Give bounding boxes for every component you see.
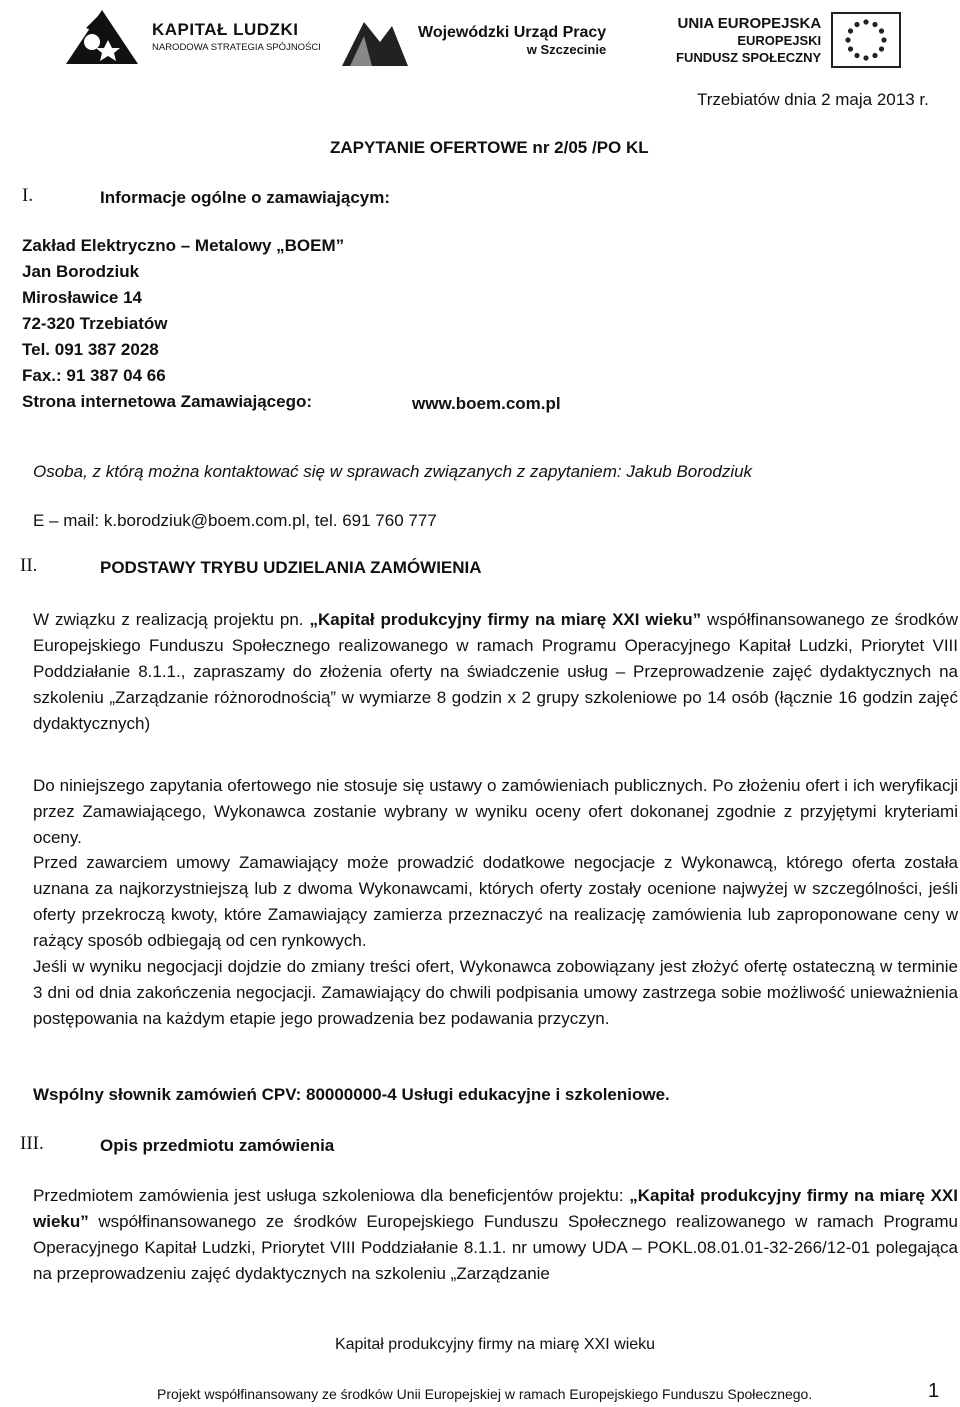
section-3-p1-intro: Przedmiotem zamówienia jest usługa szkoleniowa dla beneficjentów projektu: bbox=[33, 1186, 630, 1205]
section-2-number: II. bbox=[20, 555, 38, 576]
project-name: „Kapitał produkcyjny firmy na miarę XXI wieku” bbox=[309, 610, 702, 629]
section-2-paragraph-3: Przed zawarciem umowy Zamawiający może prowadzić dodatkowe negocjacje z Wykonawcą, którego oferta została uznana za najkorzystniejszą lub z dwoma Wykonawcami, których oferty zostały ocenione najwyżej w szczególności, jeśli oferty przekroczą kwoty, które Zamawiający zamierza przeznaczyć na realizację zamówienia lub zaproponowane ceny w rażący sposób odbiegają od cen rynkowych. bbox=[33, 853, 958, 950]
section-3-number: III. bbox=[20, 1133, 44, 1154]
section-1-number: I. bbox=[22, 185, 34, 206]
section-2-p1-intro: W związku z realizacją projektu pn. bbox=[33, 610, 310, 629]
contact-email-phone: E – mail: k.borodziuk@boem.com.pl, tel. 691 760 777 bbox=[33, 511, 437, 530]
section-3-paragraph-1 bbox=[33, 1183, 958, 1287]
section-3-heading: Opis przedmiotu zamówienia bbox=[100, 1136, 335, 1155]
wup-emblem-icon bbox=[340, 12, 410, 68]
eu-subtitle-1: EUROPEJSKI bbox=[737, 32, 822, 48]
document-date: Trzebiatów dnia 2 maja 2013 r. bbox=[697, 90, 929, 109]
website-link[interactable]: www.boem.com.pl bbox=[412, 394, 561, 413]
wup-title: Wojewódzki Urząd Pracy bbox=[418, 23, 607, 41]
cpv-code: Wspólny słownik zamówień CPV: 80000000-4 Usługi edukacyjne i szkoleniowe. bbox=[33, 1085, 670, 1104]
section-2-p1-rest: współfinansowanego ze środków Europejskiego Funduszu Społecznego realizowanego w ramach Programu Operacyjnego Kapitał Ludzki, Priorytet VIII Poddziałanie 8.1.1., zapraszamy do złożenia oferty na świadczenie usług – Przeprowadzenie zajęć dydaktycznych na szkoleniu „Zarządzanie różnorodnością” w wymiarze 8 godzin x 2 grupy szkoleniowe po 14 osób (łącznie 16 godzin zajęć dydaktycznych) bbox=[33, 610, 958, 733]
company-fax: Fax.: 91 387 04 66 bbox=[22, 366, 166, 385]
section-2-heading: PODSTAWY TRYBU UDZIELANIA ZAMÓWIENIA bbox=[100, 558, 482, 577]
eu-subtitle-2: FUNDUSZ SPOŁECZNY bbox=[676, 49, 822, 65]
company-phone: Tel. 091 387 2028 bbox=[22, 340, 159, 359]
company-street: Mirosławice 14 bbox=[22, 288, 143, 307]
wup-subtitle: w Szczecinie bbox=[526, 41, 607, 57]
footer-cofinancing: Projekt współfinansowany ze środków Unii Europejskiej w ramach Europejskiego Funduszu Społecznego. bbox=[157, 1386, 813, 1402]
company-owner: Jan Borodziuk bbox=[22, 262, 140, 281]
kapital-ludzki-subtitle: NARODOWA STRATEGIA SPÓJNOŚCI bbox=[152, 41, 321, 53]
section-3-p1-rest: współfinansowanego ze środków Europejskiego Funduszu Społecznego realizowanego w ramach Programu Operacyjnego Kapitał Ludzki, Priorytet VIII Poddziałanie 8.1.1. nr umowy UDA – POKL.08.01.01-32-266/12-01 polegająca na przeprowadzeniu zajęć dydaktycznych na szkoleniu „Zarządzanie bbox=[33, 1212, 958, 1283]
kapital-ludzki-logo bbox=[62, 6, 321, 66]
kapital-ludzki-emblem-icon bbox=[62, 6, 142, 66]
footer-project-name: Kapitał produkcyjny firmy na miarę XXI wieku bbox=[334, 1336, 656, 1353]
eu-title: UNIA EUROPEJSKA bbox=[677, 14, 822, 32]
kapital-ludzki-title: KAPITAŁ LUDZKI bbox=[152, 19, 299, 39]
company-name: Zakład Elektryczno – Metalowy „BOEM” bbox=[22, 236, 345, 255]
page-number: 1 bbox=[928, 1380, 940, 1402]
eu-logo bbox=[676, 12, 901, 68]
contact-person: Osoba, z którą można kontaktować się w sprawach związanych z zapytaniem: Jakub Borodziuk bbox=[33, 462, 753, 481]
section-2-paragraph-1 bbox=[33, 607, 958, 737]
eu-flag-icon bbox=[831, 12, 901, 68]
wup-logo bbox=[340, 12, 606, 68]
document-title: ZAPYTANIE OFERTOWE nr 2/05 /PO KL bbox=[330, 138, 649, 157]
company-city: 72-320 Trzebiatów bbox=[22, 314, 168, 333]
section-3-project-name: „Kapitał produkcyjny firmy na miarę XXI wieku” bbox=[33, 1186, 958, 1231]
section-1-heading: Informacje ogólne o zamawiającym: bbox=[100, 188, 391, 207]
section-2-paragraph-4: Jeśli w wyniku negocjacji dojdzie do zmiany treści ofert, Wykonawca zobowiązany jest złożyć ofertę ostateczną w terminie 3 dni od dnia zakończenia negocjacji. Zamawiający do chwili podpisania umowy zastrzega sobie możliwość unieważnienia postępowania na każdym etapie jego prowadzenia bez podawania przyczyn. bbox=[33, 957, 958, 1028]
website-label: Strona internetowa Zamawiającego: bbox=[22, 392, 313, 411]
section-2-paragraph-2: Do niniejszego zapytania ofertowego nie stosuje się ustawy o zamówieniach publicznych. Po złożeniu ofert i ich weryfikacji przez Zamawiającego, Wykonawca zostanie wybrany w wyniku oceny ofert dokonanej zgodnie z przyjętymi kryteriami oceny. bbox=[33, 776, 958, 847]
